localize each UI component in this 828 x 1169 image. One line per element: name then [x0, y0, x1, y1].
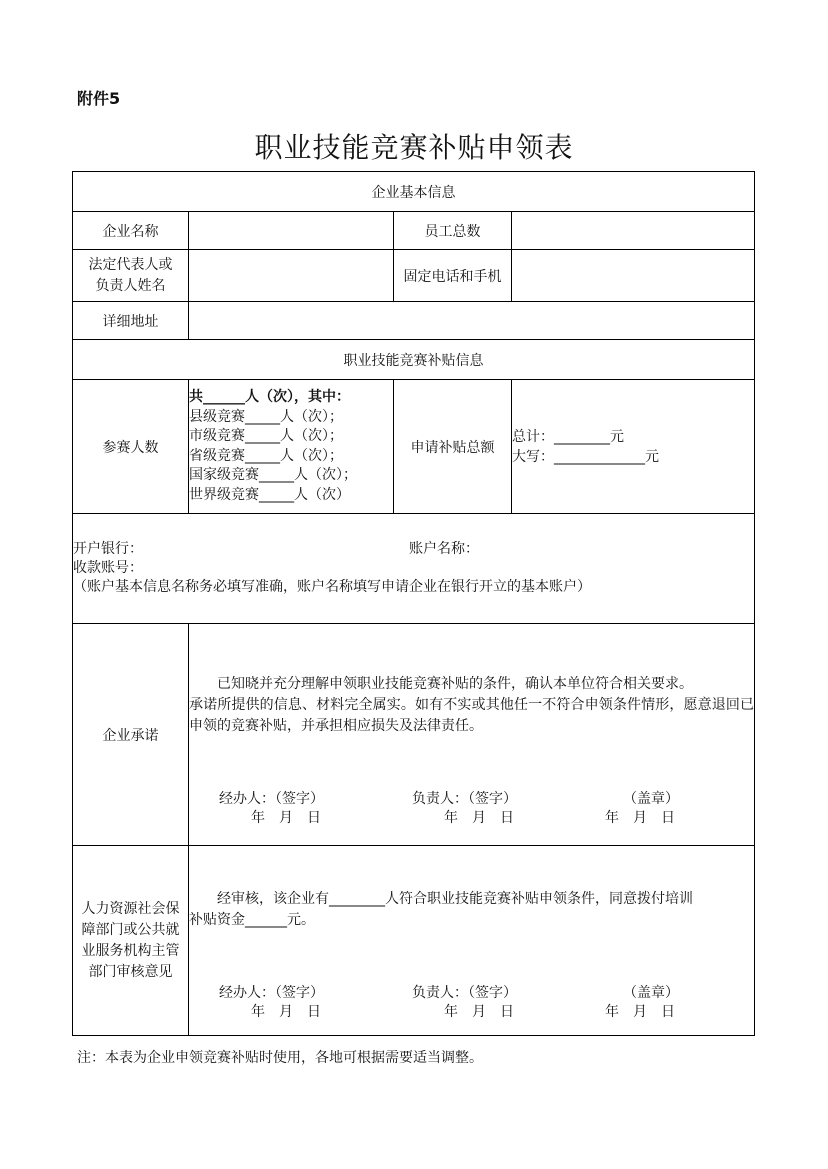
review-label-line3: 业服务机构主管: [81, 942, 180, 959]
participants-city-line: 市级竞赛_____人（次）；: [189, 428, 343, 444]
review-responsible-sign[interactable]: 负责人：（签字）: [412, 985, 517, 1001]
bank-info-block[interactable]: [73, 514, 755, 624]
commitment-responsible-date: 年 月 日: [444, 809, 514, 826]
participants-province-line: 省级竞赛_____人（次）；: [189, 447, 343, 464]
review-signatures: [189, 984, 754, 1022]
review-seal[interactable]: （盖章）: [623, 985, 679, 1001]
section-subsidy-info: 职业技能竞赛补贴信息: [73, 340, 755, 380]
commitment-seal-date: 年 月 日: [605, 809, 675, 826]
participants-national-line: 国家级竞赛_____人（次）；: [189, 467, 357, 483]
address-field[interactable]: [189, 302, 755, 340]
bank-label: 开户银行：: [73, 541, 143, 557]
subsidy-amount-field[interactable]: [512, 380, 755, 514]
commitment-handler-sign[interactable]: 经办人：（签字）: [219, 790, 324, 807]
review-label-line1: 人力资源社会保: [81, 900, 180, 917]
commitment-handler-date: 年 月 日: [251, 809, 321, 826]
participants-world-line: 世界级竞赛_____人（次）: [189, 486, 350, 503]
legal-rep-label-line1: 法定代表人或: [88, 256, 173, 273]
bank-hint: （账户基本信息名称务必填写准确，账户名称填写申请企业在银行开立的基本账户）: [73, 579, 591, 595]
amount-total-line: 总计：________元: [512, 428, 624, 445]
review-text-2: 补贴资金______元。: [189, 912, 315, 928]
participants-total-line: 共______人（次），其中：: [189, 389, 350, 405]
subsidy-form-table: [72, 171, 755, 1036]
commitment-block: [189, 624, 755, 846]
review-handler-date: 年 月 日: [251, 1004, 321, 1020]
section-basic-info: 企业基本信息: [73, 172, 755, 212]
participants-county-line: 县级竞赛_____人（次）；: [189, 408, 343, 425]
review-label-line4: 部门审核意见: [88, 963, 173, 980]
subsidy-total-label: 申请补贴总额: [394, 380, 512, 514]
company-name-label: 企业名称: [73, 212, 189, 250]
employee-total-label: 员工总数: [394, 212, 512, 250]
account-no-label: 收款账号：: [73, 560, 143, 576]
company-name-field[interactable]: [189, 212, 394, 250]
review-label-line2: 障部门或公共就: [81, 921, 180, 938]
review-seal-date: 年 月 日: [605, 1004, 675, 1020]
legal-rep-field[interactable]: [189, 250, 394, 302]
phone-field[interactable]: [512, 250, 755, 302]
amount-uppercase-line: 大写：_____________元: [512, 448, 659, 465]
review-block: [189, 846, 755, 1036]
form-title: 职业技能竞赛补贴申领表: [254, 131, 574, 164]
commitment-signatures: [189, 790, 754, 828]
phone-label: 固定电话和手机: [394, 250, 512, 302]
account-name-label: 账户名称：: [409, 541, 479, 557]
participants-field[interactable]: [189, 380, 394, 514]
legal-rep-label: [73, 250, 189, 302]
attachment-label: 附件5: [77, 89, 121, 108]
review-handler-sign[interactable]: 经办人：（签字）: [219, 985, 324, 1001]
commitment-seal[interactable]: （盖章）: [623, 790, 679, 807]
legal-rep-label-line2: 负责人姓名: [95, 277, 166, 294]
commitment-label: 企业承诺: [73, 624, 189, 846]
address-label: 详细地址: [73, 302, 189, 340]
commitment-responsible-sign[interactable]: 负责人：（签字）: [412, 790, 517, 807]
review-label: [73, 846, 189, 1036]
footnote: 注：本表为企业申领竞赛补贴时使用，各地可根据需要适当调整。: [77, 1050, 483, 1066]
review-responsible-date: 年 月 日: [444, 1004, 514, 1020]
employee-total-field[interactable]: [512, 212, 755, 250]
commitment-text-1: 已知晓并充分理解申领职业技能竞赛补贴的条件，确认本单位符合相关要求。: [217, 675, 693, 692]
review-text-1: 经审核，该企业有________人符合职业技能竞赛补贴申领条件，同意拨付培训: [217, 891, 693, 907]
commitment-text-2: 承诺所提供的信息、材料完全属实。如有不实或其他任一不符合申领条件情形，愿意退回已申领的竞赛补贴，并承担相应损失及法律责任。: [189, 696, 754, 734]
participants-label: 参赛人数: [73, 380, 189, 514]
